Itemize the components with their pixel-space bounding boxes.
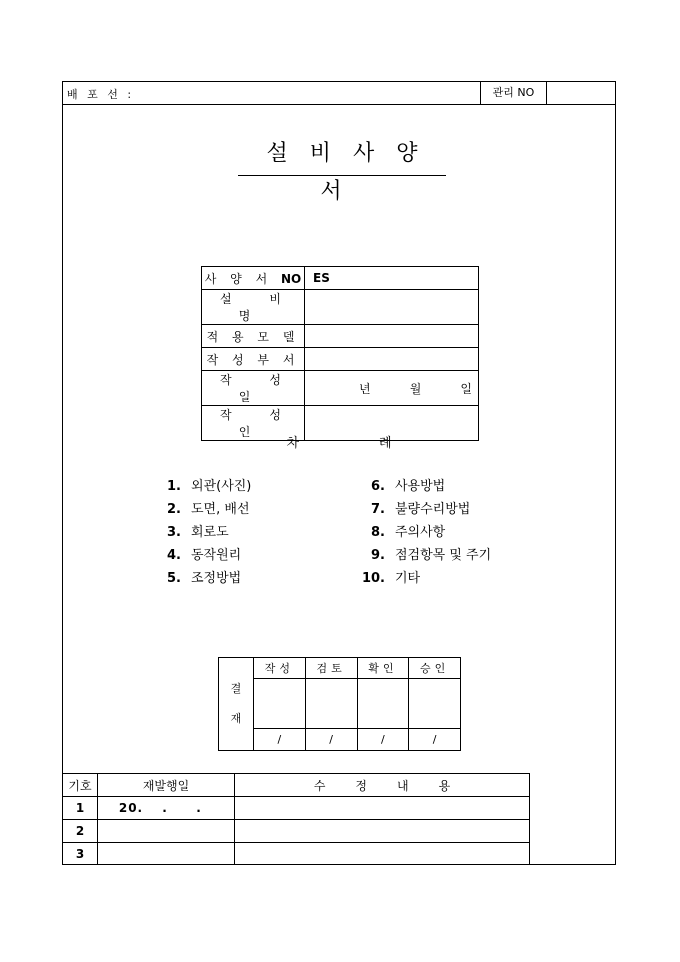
author-label: 작 성 인	[202, 406, 305, 441]
toc-item: 6. 사용방법	[371, 479, 446, 494]
equipment-name-label: 설 비 명	[202, 290, 305, 325]
toc-title: 차례	[286, 436, 472, 451]
toc-item: 3. 회로도	[167, 525, 229, 540]
distribution-bar	[63, 82, 615, 105]
author-date-box[interactable]: /	[254, 729, 306, 751]
year-label: 년	[359, 381, 371, 396]
author-signature-box[interactable]	[254, 679, 306, 729]
spec-info-table	[201, 266, 479, 441]
revision-symbol: 1	[63, 797, 98, 820]
date-field[interactable]	[305, 371, 479, 406]
approve-signature-box[interactable]	[409, 679, 461, 729]
confirm-date-box[interactable]: /	[357, 729, 409, 751]
toc-item: 9. 점검항목 및 주기	[371, 548, 492, 563]
equipment-name-field[interactable]	[305, 290, 479, 325]
revision-date-field[interactable]: 20. . .	[98, 797, 235, 820]
date-label: 작 성 일	[202, 371, 305, 406]
applied-model-field[interactable]	[305, 325, 479, 348]
applied-model-label: 적 용 모 델	[202, 325, 305, 348]
revision-content-field[interactable]	[235, 843, 530, 866]
revision-symbol: 3	[63, 843, 98, 866]
confirm-signature-box[interactable]	[357, 679, 409, 729]
revision-table	[63, 773, 530, 865]
approval-col-approve: 승인	[409, 658, 461, 679]
revision-content-field[interactable]	[235, 820, 530, 843]
toc-item: 5. 조정방법	[167, 571, 242, 586]
department-label: 작 성 부 서	[202, 348, 305, 371]
table-row	[63, 820, 530, 843]
approval-col-confirm: 확인	[357, 658, 409, 679]
approval-col-author: 작성	[254, 658, 306, 679]
toc-item: 7. 불량수리방법	[371, 502, 471, 517]
toc-item: 2. 도면, 배선	[167, 502, 250, 517]
table-row	[63, 843, 530, 866]
revision-col-content: 수정내용	[235, 774, 530, 797]
review-date-box[interactable]: /	[305, 729, 357, 751]
spec-no-label: 사 양 서 NO	[202, 267, 305, 290]
revision-date-field[interactable]	[98, 843, 235, 866]
toc-left-column	[155, 475, 251, 590]
table-row	[63, 797, 530, 820]
toc-item: 1. 외관(사진)	[167, 479, 252, 494]
department-field[interactable]	[305, 348, 479, 371]
approve-date-box[interactable]: /	[409, 729, 461, 751]
toc-item: 10. 기타	[361, 571, 421, 586]
toc-item: 8. 주의사항	[371, 525, 446, 540]
revision-symbol: 2	[63, 820, 98, 843]
review-signature-box[interactable]	[305, 679, 357, 729]
day-label: 일	[460, 381, 472, 396]
approval-col-review: 검토	[305, 658, 357, 679]
document-frame	[62, 81, 616, 865]
revision-col-symbol: 기호	[63, 774, 98, 797]
revision-date-field[interactable]	[98, 820, 235, 843]
revision-col-date: 재발행일	[98, 774, 235, 797]
management-no-label: 관리 NO	[480, 82, 547, 104]
document-title: 설비사양서	[238, 135, 446, 176]
approval-table	[218, 657, 461, 751]
toc-right-column	[359, 475, 491, 590]
toc-item: 4. 동작원리	[167, 548, 242, 563]
approval-side-label: 결 재	[219, 658, 254, 751]
spec-no-field[interactable]: ES	[305, 267, 479, 290]
distribution-label: 배 포 선 :	[67, 88, 135, 101]
month-label: 월	[409, 381, 422, 396]
revision-content-field[interactable]	[235, 797, 530, 820]
